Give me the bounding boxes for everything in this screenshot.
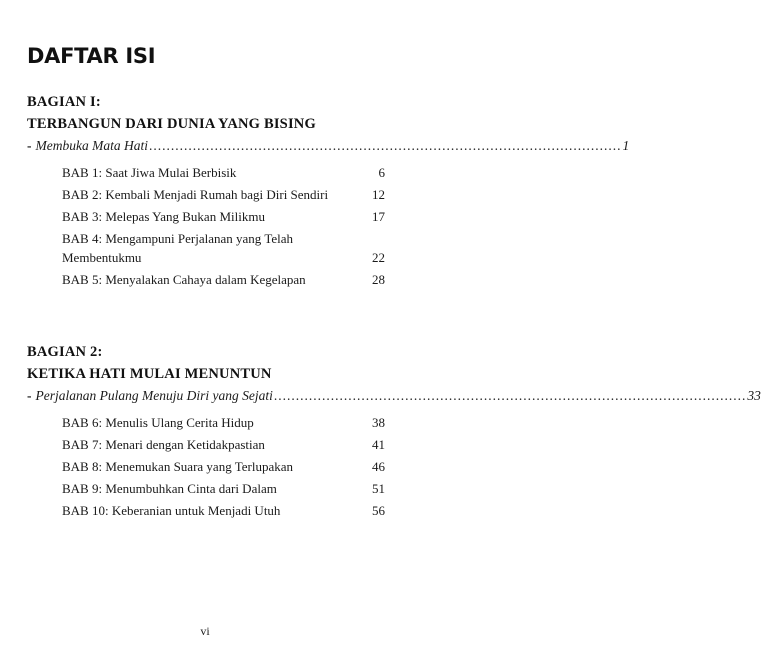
page-title: DAFTAR ISI [27, 44, 156, 68]
chapter-title: BAB 5: Menyalakan Cahaya dalam Kegelapan [62, 272, 306, 287]
dot-leader: ............................................................................................................ [273, 388, 747, 403]
part-1-chapter-list [62, 163, 385, 292]
chapter-page: 46 [372, 459, 385, 474]
chapter-title: BAB 3: Melepas Yang Bukan Milikmu [62, 209, 265, 224]
chapter-entry [62, 435, 385, 454]
chapter-page: 6 [378, 165, 385, 180]
chapter-entry [62, 185, 385, 204]
part-2-label: BAGIAN 2: [27, 344, 103, 360]
chapter-page: 51 [372, 481, 385, 496]
chapter-title: BAB 10: Keberanian untuk Menjadi Utuh [62, 503, 281, 518]
chapter-entry [62, 163, 385, 182]
intro-dash: - [27, 138, 32, 153]
page-number: vi [200, 624, 210, 638]
chapter-entry [62, 479, 385, 498]
chapter-entry [62, 413, 385, 432]
chapter-title: BAB 8: Menemukan Suara yang Terlupakan [62, 459, 293, 474]
part-2-intro-page: 33 [747, 388, 761, 403]
chapter-title: BAB 7: Menari dengan Ketidakpastian [62, 437, 265, 452]
part-1-intro-entry [27, 138, 630, 156]
chapter-page: 28 [372, 272, 385, 287]
chapter-page: 41 [372, 437, 385, 452]
part-2-intro-title: Perjalanan Pulang Menuju Diri yang Sejati [35, 388, 273, 403]
part-2-heading: KETIKA HATI MULAI MENUNTUN [27, 366, 272, 382]
chapter-entry [62, 270, 385, 289]
chapter-entry [62, 457, 385, 476]
dot-leader: ............................................................................................................ [148, 138, 622, 153]
chapter-entry [62, 229, 385, 267]
chapter-page: 22 [372, 250, 385, 265]
part-2-intro-entry [27, 388, 761, 406]
chapter-page: 17 [372, 209, 385, 224]
chapter-title: BAB 1: Saat Jiwa Mulai Berbisik [62, 165, 237, 180]
chapter-title: BAB 6: Menulis Ulang Cerita Hidup [62, 415, 254, 430]
chapter-title: BAB 9: Menumbuhkan Cinta dari Dalam [62, 481, 277, 496]
chapter-page: 12 [372, 187, 385, 202]
chapter-title: BAB 4: Mengampuni Perjalanan yang Telah Membentukmu [62, 231, 293, 265]
chapter-entry [62, 501, 385, 520]
part-1-intro-title: Membuka Mata Hati [35, 138, 148, 153]
part-1-intro-page: 1 [622, 138, 630, 153]
chapter-page: 38 [372, 415, 385, 430]
part-2-chapter-list [62, 413, 385, 523]
chapter-title: BAB 2: Kembali Menjadi Rumah bagi Diri Sendiri [62, 187, 329, 202]
part-1-heading: TERBANGUN DARI DUNIA YANG BISING [27, 116, 316, 132]
chapter-entry [62, 207, 385, 226]
chapter-page: 56 [372, 503, 385, 518]
part-1-label: BAGIAN I: [27, 94, 101, 110]
intro-dash: - [27, 388, 32, 403]
